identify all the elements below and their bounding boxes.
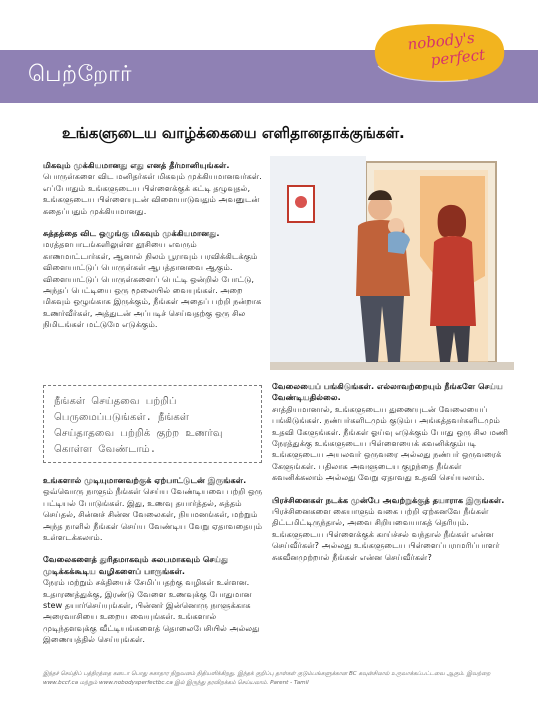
nobodys-perfect-logo	[372, 22, 508, 84]
paragraph-heading: உங்களால் முடியுமானவற்குக் ஏற்பாட்டுடன் இருங்கள்.	[43, 475, 247, 485]
family-illustration	[270, 156, 514, 370]
logo-line1: nobody's	[406, 28, 476, 54]
paragraph	[272, 381, 514, 484]
paragraph-heading: மிகவும் முக்கியமானது எது எனத் தீர்மானியுங்கள்.	[43, 160, 230, 170]
paragraph-body: பொருள்களை விட மனிதர்கள் மிகவும் முக்கியமானவர்கள். எப்போதும் உங்களுடைய பிள்ளைக்குக் கட்டி தழுவுதல், உங்களுடைய பிள்ளையுடன் விளையாடுவதும் அவனுடன் கதைப்பதும் முக்கியமானது.	[43, 171, 262, 216]
right-column	[272, 381, 514, 563]
logo-line2: perfect	[429, 45, 486, 70]
paragraph-body: ஒவ்வொரு நாளும் நீங்கள் செய்ய வேண்டியவை பற்றி ஒரு பட்டியல் போடுங்கள். இது, உணவு தயார்த்தல், சுத்தம் செய்தல், சின்னச் சின்ன வேலைகள், நியமனங்கள், மற்றும் அந்த நாளில் நீங்கள் செய்ய வேண்டிய வேறு ஏதாவதையும் உள்ளடக்கலாம்.	[43, 486, 263, 543]
paragraph-body: பிரச்சினைகளை கையாளும் வகை பற்றி ஏற்கனவே நீங்கள் திட்டமிட்டிருந்தால், அவை சிறியவையாகத் தெரியும். உங்களுடைய பிள்ளைக்குக் காய்ச்சல் வந்தால் நீங்கள் என்ன செய்வீர்கள்? அல்லது உங்களுடைய பிள்ளைப்பராமரிப்பாளர் சுகவீனமுற்றால் நீங்கள் என்ன செய்வீர்கள்?	[272, 506, 500, 562]
footer-note: இந்தச் செய்திப் பத்திரத்தை கனடா பொது சுகாதார நிறுவனம் நிதியளிக்கிறது. இந்தக் குறிப்பு தாள்கள் குடும்பங்களுக்கான BC கவுன்சிலால் உருவாக்கப்பட்டவை ஆகும். இவற்றை www.bccf.ca மற்றும் www.nobodysperfectbc.ca இல் இருந்து தரவிறக்கம் செய்யலாம். Parent - Tamil	[43, 671, 491, 686]
paragraph-heading: வேலைகளைத் துரிதமாகவும் சுலபமாகவும் செய்து முடிக்கக்கூடிய வழிகளைப் பாருங்கள்.	[43, 554, 229, 576]
paragraph-heading: பிரச்சினைகள் நடக்க முன்பே அவற்றுக்குத் தயாராக இருங்கள்.	[272, 494, 505, 505]
paragraph	[43, 475, 265, 543]
paragraph-heading: வேலையைப் பங்கிடுங்கள். எல்லாவற்றையும் நீங்களே செய்ய வேண்டியதில்லை.	[272, 381, 504, 403]
paragraph-heading: சுத்தத்தை விட ஒழுங்கு மிகவும் முக்கியமானது.	[43, 228, 220, 239]
paragraph	[43, 160, 265, 217]
page-title: பெற்றோர்	[28, 62, 133, 87]
paragraph-body: நேரம் மற்றும் சக்தியைச் சேமிப்பதற்கு வழிகள் உள்ளன. உதாரணத்துக்கு, இரண்டு வேளை உணவுக்கு போதுமான stew தயார்செய்யுங்கள், பின்னர் இன்னொரு நாளுக்காக அரைவாசியை உறைய வையுங்கள். உங்களால் முடிந்தளவுக்கு வீட்டியங்களைத் தொலைபேசியில் அல்லது இணையத்தில் செய்யுங்கள்.	[43, 577, 260, 645]
quote-box: நீங்கள் செய்தவை பற்றிப் பெருமைப்படுங்கள். நீங்கள் செய்தாதவை பற்றிக் குற்ற உணர்வு கொள்ள வேண்டாம்.	[43, 385, 262, 463]
headline: உங்களுடைய வாழ்க்கையை எளிதானதாக்குங்கள்.	[62, 124, 405, 142]
paragraph	[272, 495, 514, 563]
paragraph	[43, 228, 265, 331]
left-column-upper	[43, 160, 265, 331]
paragraph	[43, 554, 265, 645]
paragraph-body: சாத்தியமானால், உங்களுடைய துணையுடன் வேலையைப் பங்கிடுங்கள். நண்பர்களிடமும் குடும்ப அங்கத்தவர்களிடமும் உதவி கேளுங்கள். நீங்கள் ஓய்வு எடுக்கும் போது ஒரு சில மணி நேரத்துக்கு உங்களுடைய பிள்ளையைக் கவனிக்கும்படி உங்களுடைய அயலவர் ஒருவரை அல்லது நண்பர் ஒருவரைக் கேளுங்கள். பதிலாக அவளுடைய குழந்தை நீங்கள் கவனிக்கலாம் அல்லது வேறு ஏதாவது உதவி செய்யலாம்.	[272, 403, 509, 483]
paragraph-body: மரத்தளபாடங்களிலுள்ள தூசியை எவரும் காணமாட்டார்கள், ஆனால் நிலம் பூராவும் பரவிக்கிடக்கும் விளையாட்டுப் பொருள்கள் ஆபத்தானவை ஆகும். விளையாட்டுப் பொருள்களைப் பெட்டி ஒன்றில் போட்டு, அந்தப் பெட்டியை ஒரு மூலையில் வையுங்கள். அறை மிகவும் ஒழுங்காக இருக்கும், நீங்கள் அதைப் பற்றி நன்றாக உணர்வீர்கள், அத்துடன் அப்படிச் செய்வதற்கு ஒரு சில நிமிடங்கள் மட்டுமே எடுக்கும்.	[43, 239, 262, 330]
left-column-lower	[43, 475, 265, 646]
